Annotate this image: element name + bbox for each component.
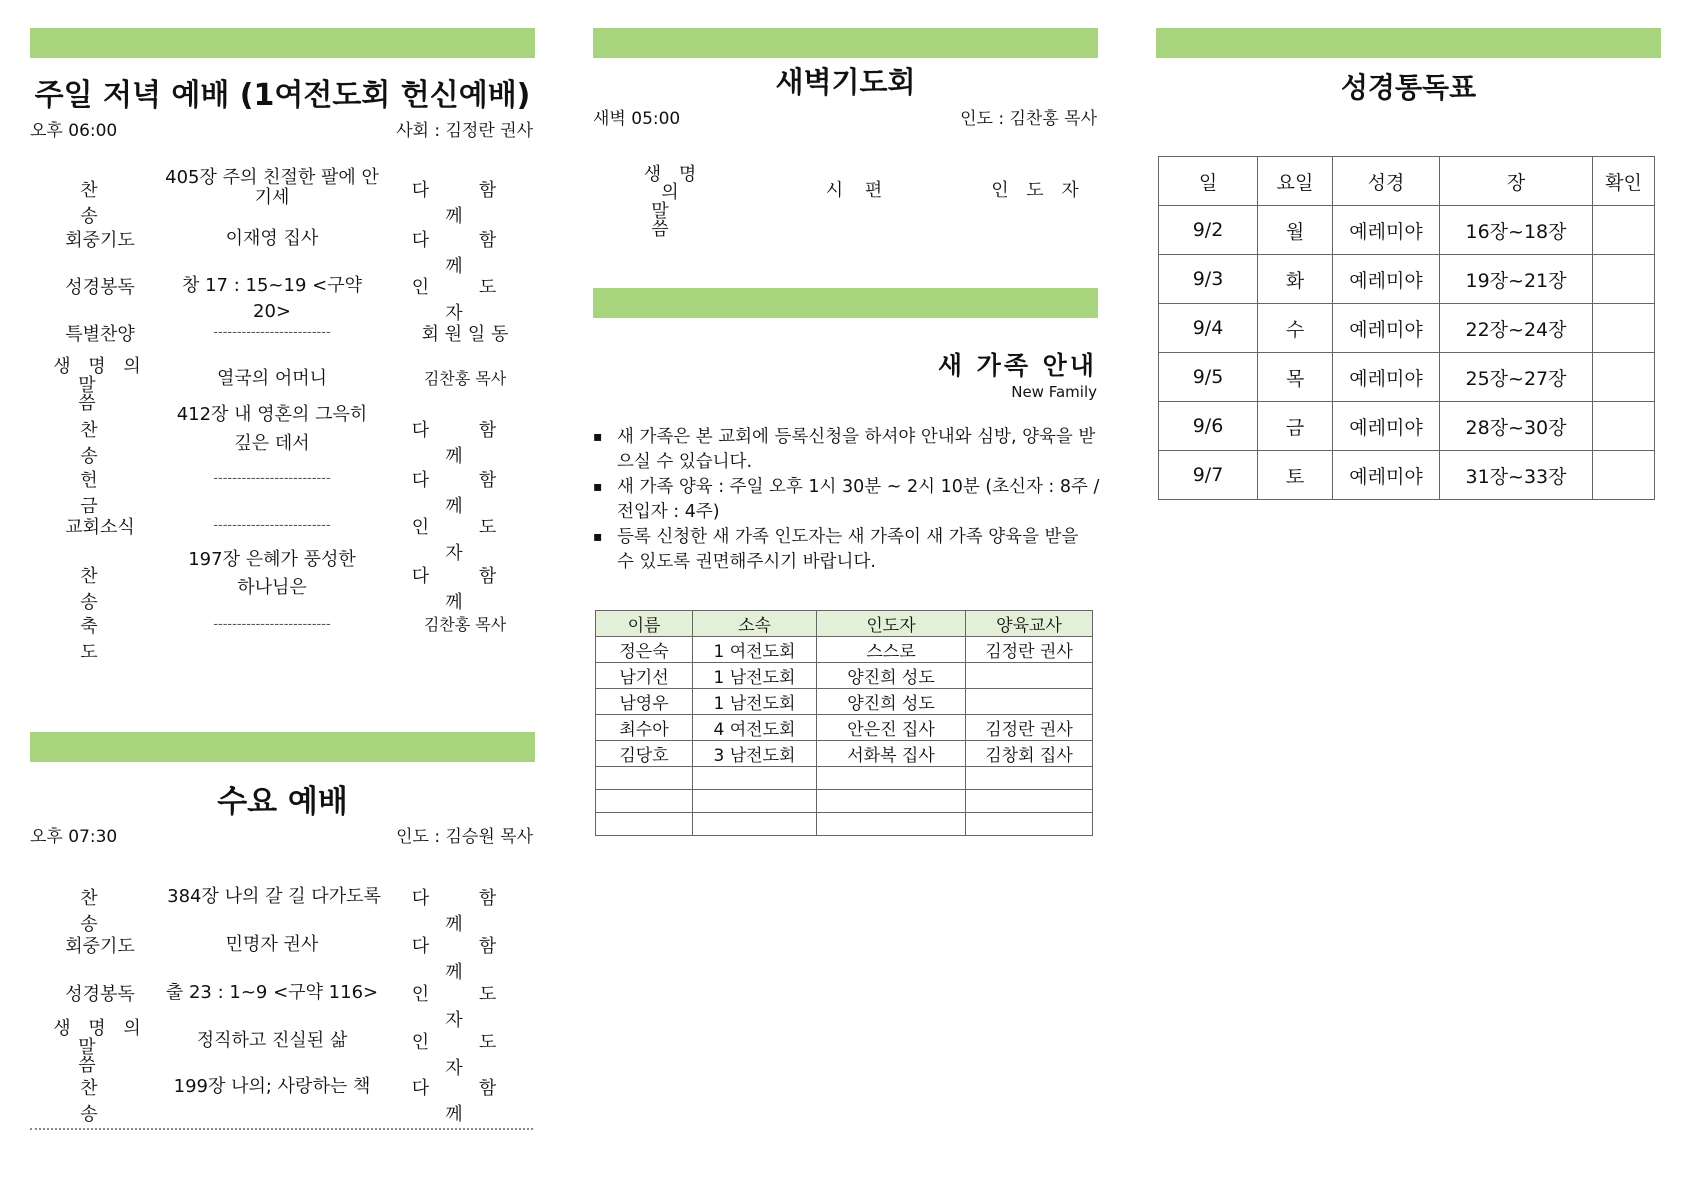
evening-title: 주일 저녁 예배 (1여전도회 헌신예배) — [34, 78, 531, 113]
dawn-header-bar — [593, 28, 1098, 58]
newfamily-bullet: ▪ 새 가족은 본 교회에 등록신청을 하셔야 안내와 심방, 양육을 받으실 수 있습니다. — [593, 425, 1100, 475]
dawn-title: 새벽기도회 — [775, 65, 916, 99]
table-cell: 남기선 — [596, 663, 693, 689]
table-cell: 9/2 — [1159, 206, 1258, 255]
wednesday-row-leader: 다 함 께 — [411, 936, 519, 983]
newfamily-header-bar — [593, 288, 1098, 318]
table-cell — [966, 767, 1093, 790]
table-row — [1159, 353, 1655, 402]
evening-row-content: 창 17 : 15~19 <구약 20> — [182, 275, 362, 322]
wednesday-row-label: 찬 송 — [80, 888, 120, 935]
dawn-row-content: 시 편 — [825, 180, 891, 201]
table-cell — [817, 790, 966, 813]
evening-row-7 — [50, 466, 540, 517]
newfamily-bullet: ▪ 새 가족 양육 : 주일 오후 1시 30분 ~ 2시 10분 (초신자 : 8주 / 전입자 : 4주) — [593, 475, 1100, 525]
table-cell — [817, 767, 966, 790]
table-cell: 1 남전도회 — [693, 663, 817, 689]
table-cell: 28장~30장 — [1440, 402, 1593, 451]
evening-row-4 — [50, 320, 540, 350]
dawn-row-leader: 인 도 자 — [991, 180, 1085, 201]
table-cell: 9/5 — [1159, 353, 1258, 402]
table-cell: 1 여전도회 — [693, 637, 817, 663]
evening-row-leader: 인 도 자 — [411, 517, 519, 564]
table-cell: 9/6 — [1159, 402, 1258, 451]
table-cell: 목 — [1258, 353, 1333, 402]
evening-row-content: 405장 주의 친절한 팔에 안기세 — [165, 167, 379, 208]
table-cell: 김창회 집사 — [966, 741, 1093, 767]
wednesday-row-content: 출 23 : 1~9 <구약 116> — [165, 982, 379, 1003]
wednesday-header-bar — [30, 732, 535, 762]
table-row — [596, 741, 1093, 767]
wednesday-title: 수요 예배 — [217, 784, 348, 820]
wednesday-time: 오후 07:30 — [30, 827, 118, 847]
newfamily-title: 새 가족 안내 — [937, 351, 1097, 380]
evening-row-9 — [50, 546, 540, 613]
check-cell[interactable] — [1593, 402, 1655, 451]
evening-row-leader: 다 함 께 — [411, 470, 519, 517]
evening-row-content: ------------------------- — [213, 617, 331, 632]
table-row — [596, 767, 1093, 790]
evening-row-leader: 회 원 일 동 — [421, 324, 509, 345]
table-cell: 스스로 — [817, 637, 966, 663]
table-cell: 31장~33장 — [1440, 451, 1593, 500]
table-cell: 금 — [1258, 402, 1333, 451]
wednesday-row-content: 정직하고 진실된 삶 — [196, 1030, 348, 1051]
table-cell: 1 남전도회 — [693, 689, 817, 715]
table-cell: 김당호 — [596, 741, 693, 767]
dawn-time: 새벽 05:00 — [593, 109, 681, 129]
table-header-cell: 소속 — [693, 611, 817, 637]
evening-row-2 — [50, 226, 540, 277]
table-row — [596, 813, 1093, 836]
evening-row-content: 열국의 어머니 — [216, 368, 328, 389]
wednesday-leader: 인도 : 김승원 목사 — [396, 827, 533, 847]
table-cell: 예레미야 — [1333, 402, 1440, 451]
evening-time: 오후 06:00 — [30, 121, 118, 141]
evening-row-content: 197장 은혜가 풍성한 하나님은 — [188, 549, 356, 598]
table-row — [596, 715, 1093, 741]
evening-row-label: 헌 금 — [80, 470, 120, 517]
evening-row-content: 이재영 집사 — [225, 228, 319, 249]
check-cell[interactable] — [1593, 255, 1655, 304]
table-header-row — [596, 611, 1093, 637]
check-cell[interactable] — [1593, 206, 1655, 255]
wednesday-row-2 — [50, 932, 540, 983]
table-header-cell: 요일 — [1258, 157, 1333, 206]
newfamily-bullet: ▪ 등록 신청한 새 가족 인도자는 새 가족이 새 가족 양육을 받을 수 있도록 권면해주시기 바랍니다. — [593, 525, 1100, 575]
table-cell: 김정란 권사 — [966, 715, 1093, 741]
wednesday-row-content: 민명자 권사 — [225, 934, 319, 955]
evening-row-label: 축 도 — [80, 616, 120, 663]
table-cell: 김정란 권사 — [966, 637, 1093, 663]
table-header-cell: 장 — [1440, 157, 1593, 206]
table-row — [1159, 451, 1655, 500]
evening-row-10 — [50, 612, 540, 663]
evening-row-1 — [50, 167, 540, 227]
label-line-1: 생 명 의 — [53, 1018, 147, 1039]
label-line-1: 생 명 의 — [643, 164, 703, 203]
table-cell: 25장~27장 — [1440, 353, 1593, 402]
table-cell: 3 남전도회 — [693, 741, 817, 767]
wednesday-row-leader: 인 도 자 — [411, 1032, 519, 1079]
wednesday-row-label — [50, 1018, 150, 1076]
table-cell — [966, 813, 1093, 836]
bible-header-bar — [1156, 28, 1661, 58]
table-header-cell: 확인 — [1593, 157, 1655, 206]
evening-row-label: 찬 송 — [80, 180, 120, 227]
newfamily-subtitle: New Family — [1011, 383, 1097, 401]
table-cell: 9/7 — [1159, 451, 1258, 500]
wednesday-row-4 — [50, 1018, 540, 1079]
evening-row-8 — [50, 513, 540, 564]
table-cell — [693, 790, 817, 813]
check-cell[interactable] — [1593, 451, 1655, 500]
table-row — [1159, 255, 1655, 304]
bible-reading-table — [1158, 156, 1655, 500]
evening-row-label: 찬 송 — [80, 566, 120, 613]
evening-row-label: 성경봉독 — [65, 277, 135, 298]
evening-header-bar — [30, 28, 535, 58]
table-header-cell: 일 — [1159, 157, 1258, 206]
table-cell — [693, 813, 817, 836]
table-header-cell: 인도자 — [817, 611, 966, 637]
evening-row-3 — [50, 273, 540, 324]
table-cell — [966, 790, 1093, 813]
evening-host: 사회 : 김정란 권사 — [396, 121, 533, 141]
check-cell[interactable] — [1593, 304, 1655, 353]
dawn-row-label — [628, 166, 718, 240]
evening-row-label: 찬 송 — [80, 420, 120, 467]
table-header-cell: 양육교사 — [966, 611, 1093, 637]
wednesday-row-leader: 다 함 께 — [411, 1078, 519, 1125]
table-cell: 서화복 집사 — [817, 741, 966, 767]
wednesday-row-content: 199장 나의; 사랑하는 책 — [173, 1076, 371, 1097]
table-cell — [596, 767, 693, 790]
evening-row-6 — [50, 400, 540, 467]
table-cell: 예레미야 — [1333, 451, 1440, 500]
table-cell — [966, 689, 1093, 715]
wednesday-row-leader: 인 도 자 — [411, 984, 519, 1031]
label-line-2: 말 씀 — [78, 1037, 122, 1076]
table-header-cell: 이름 — [596, 611, 693, 637]
table-row — [1159, 206, 1655, 255]
wednesday-row-leader: 다 함 께 — [411, 888, 519, 935]
table-cell: 수 — [1258, 304, 1333, 353]
dotted-divider — [30, 1128, 533, 1130]
evening-row-content: ------------------------- — [213, 471, 331, 486]
table-row — [1159, 304, 1655, 353]
wednesday-row-label: 찬 송 — [80, 1078, 120, 1125]
wednesday-row-5 — [50, 1074, 540, 1125]
table-cell: 4 여전도회 — [693, 715, 817, 741]
dawn-row — [628, 164, 1098, 240]
evening-row-content: 412장 내 영혼의 그윽히 깊은 데서 — [176, 404, 368, 454]
table-header-cell: 성경 — [1333, 157, 1440, 206]
table-cell — [596, 813, 693, 836]
table-row — [596, 663, 1093, 689]
wednesday-row-label: 성경봉독 — [65, 984, 135, 1005]
table-cell: 최수아 — [596, 715, 693, 741]
label-line-1: 생 명 의 — [53, 356, 147, 377]
evening-row-label: 교회소식 — [65, 517, 135, 538]
table-cell: 월 — [1258, 206, 1333, 255]
table-cell: 양진희 성도 — [817, 663, 966, 689]
wednesday-row-1 — [50, 884, 540, 935]
table-cell: 남영우 — [596, 689, 693, 715]
table-cell: 안은진 집사 — [817, 715, 966, 741]
table-cell: 정은숙 — [596, 637, 693, 663]
table-cell: 9/4 — [1159, 304, 1258, 353]
table-cell: 22장~24장 — [1440, 304, 1593, 353]
evening-row-leader: 김찬홍 목사 — [423, 369, 507, 388]
dawn-leader: 인도 : 김찬홍 목사 — [960, 109, 1097, 129]
table-cell — [693, 767, 817, 790]
table-cell: 예레미야 — [1333, 353, 1440, 402]
evening-row-leader: 다 함 께 — [411, 420, 519, 467]
evening-row-label: 회중기도 — [65, 230, 135, 251]
check-cell[interactable] — [1593, 353, 1655, 402]
evening-row-label: 특별찬양 — [65, 324, 135, 345]
table-cell: 16장~18장 — [1440, 206, 1593, 255]
wednesday-row-content: 384장 나의 갈 길 다가도록 — [167, 886, 381, 907]
evening-row-leader: 인 도 자 — [411, 277, 519, 324]
table-cell: 예레미야 — [1333, 255, 1440, 304]
table-cell: 양진희 성도 — [817, 689, 966, 715]
table-header-row — [1159, 157, 1655, 206]
table-row — [596, 689, 1093, 715]
table-cell: 예레미야 — [1333, 206, 1440, 255]
label-line-2: 말 씀 — [651, 201, 695, 240]
table-cell — [817, 813, 966, 836]
table-row — [596, 790, 1093, 813]
table-cell: 예레미야 — [1333, 304, 1440, 353]
table-cell: 9/3 — [1159, 255, 1258, 304]
table-cell: 화 — [1258, 255, 1333, 304]
evening-row-leader: 김찬홍 목사 — [423, 615, 507, 634]
table-cell: 토 — [1258, 451, 1333, 500]
table-cell: 19장~21장 — [1440, 255, 1593, 304]
evening-row-leader: 다 함 께 — [411, 566, 519, 613]
evening-row-5 — [50, 356, 540, 414]
label-line-2: 말 씀 — [78, 375, 122, 414]
table-cell — [596, 790, 693, 813]
wednesday-row-label: 회중기도 — [65, 936, 135, 957]
evening-row-leader: 다 함 께 — [411, 230, 519, 277]
table-cell — [966, 663, 1093, 689]
evening-row-content: ------------------------- — [213, 325, 331, 340]
bible-title: 성경통독표 — [1340, 71, 1477, 104]
evening-row-leader: 다 함 께 — [411, 180, 519, 227]
table-row — [596, 637, 1093, 663]
table-row — [1159, 402, 1655, 451]
evening-row-content: ------------------------- — [213, 518, 331, 533]
newfamily-table — [595, 610, 1093, 836]
newfamily-bullets — [593, 425, 1100, 575]
